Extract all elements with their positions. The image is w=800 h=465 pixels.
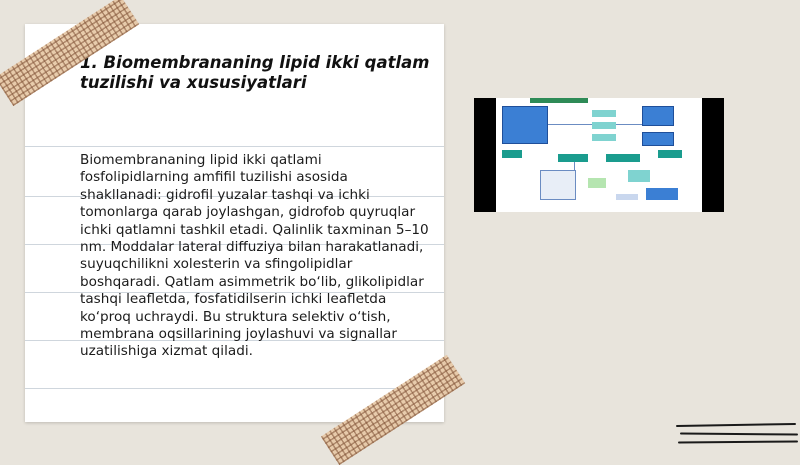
diagram-box <box>592 134 616 141</box>
diagram-box <box>502 106 548 144</box>
diagram-connector <box>574 162 575 170</box>
decorative-line <box>678 440 798 443</box>
diagram-header-bar <box>530 98 588 103</box>
slide-body-text: Biomembrananing lipid ikki qatlami fosfolipidlarning amfifil tuzilishi asosida shakllanadi: gidrofil yuzalar tashqi va ichki tomonlarga qarab joylashgan, gidrofob quyruqlar ichki qatlamni tashkil etadi. Qalinlik taxminan 5–10 nm. Moddalar lateral diffuziya bilan harakatlanadi, suyuqchilikni xolesterin va sfingolipidlar boshqaradi. Qatlam asimmetrik bo‘lib, glikolipidlar tashqi leafletda, fosfatidilserin ichki leafletda ko‘proq uchraydi. Bu struktura selektiv o‘tish, membrana oqsillarining joylashuvi va signallar uzatilishiga xizmat qiladi. <box>80 152 429 360</box>
paper-rule <box>25 146 444 147</box>
diagram-box <box>642 106 674 126</box>
diagram-box <box>606 154 640 162</box>
diagram-box <box>592 110 616 117</box>
diagram-connector <box>548 124 592 125</box>
diagram-canvas <box>496 98 702 212</box>
diagram-box <box>558 154 588 162</box>
slide-title: 1. Biomembrananing lipid ikki qatlam tuzilishi va xususiyatlari <box>80 53 430 92</box>
diagram-box <box>646 188 678 200</box>
diagram-connector <box>616 124 642 125</box>
diagram-box <box>588 178 606 188</box>
diagram-box <box>592 122 616 129</box>
diagram-box <box>628 170 650 182</box>
diagram-box <box>540 170 576 200</box>
diagram-box <box>502 150 522 158</box>
note-paper <box>25 24 444 422</box>
diagram-image <box>474 98 724 212</box>
diagram-box <box>642 132 674 146</box>
paper-rule <box>25 388 444 389</box>
diagram-box <box>658 150 682 158</box>
decorative-line <box>676 423 796 427</box>
diagram-box <box>616 194 638 200</box>
decorative-line <box>680 432 798 435</box>
